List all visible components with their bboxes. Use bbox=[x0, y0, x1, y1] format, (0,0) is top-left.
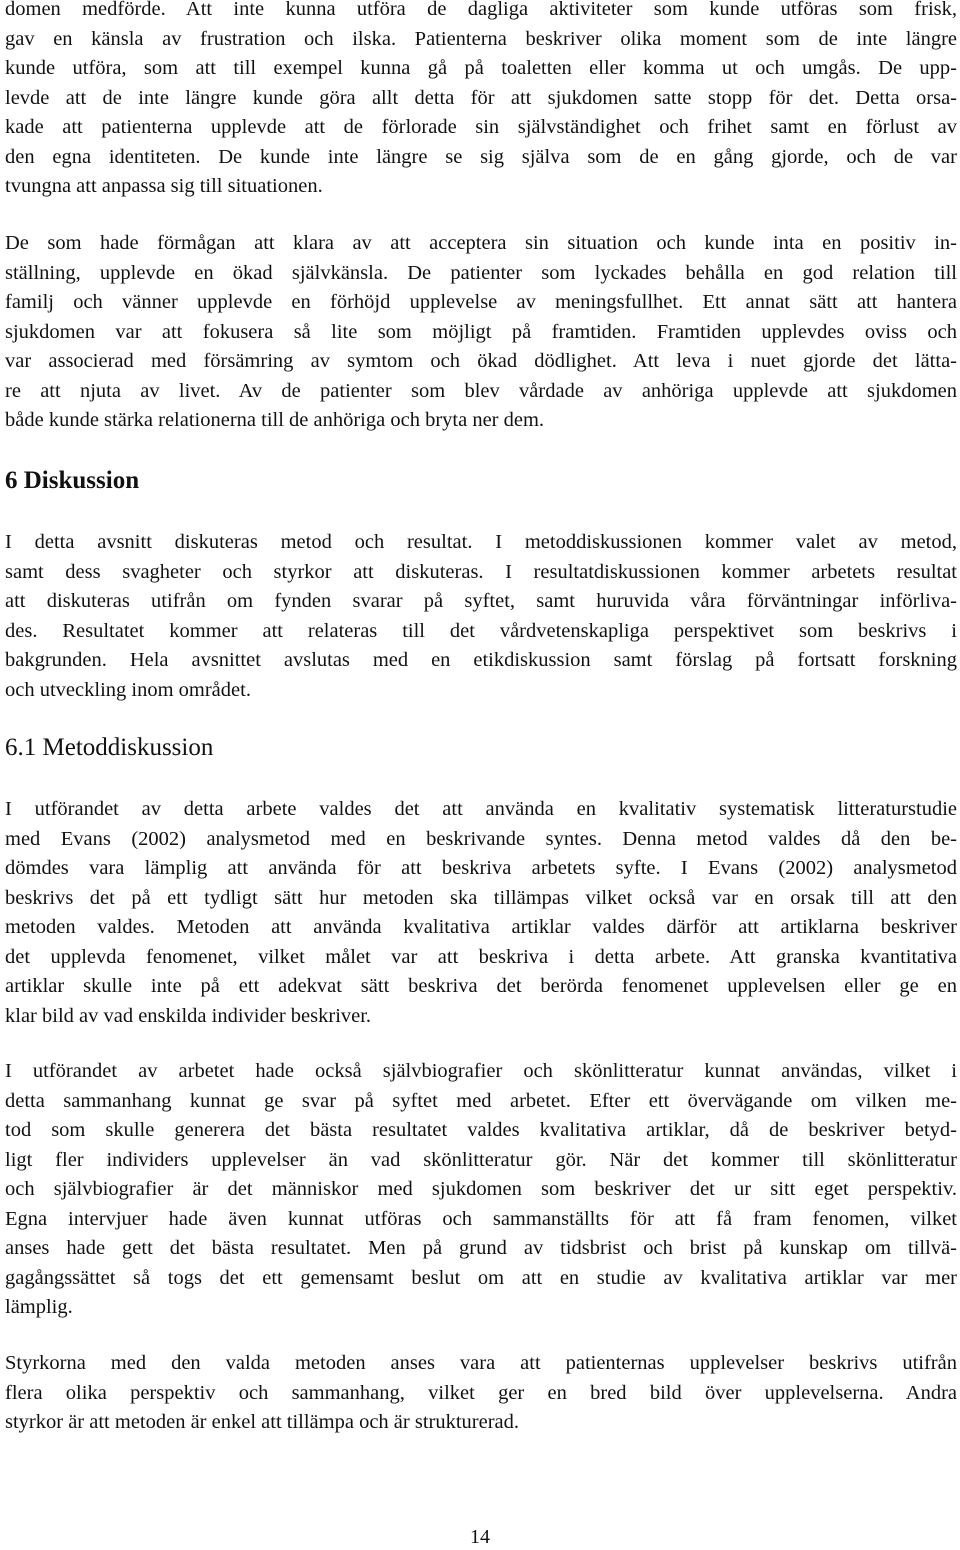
text-line: ställning, upplevde en ökad självkänsla. De patienter som lyckades behålla en god relation till bbox=[5, 261, 957, 284]
text-line: styrkor är att metoden är enkel att tillämpa och är strukturerad. bbox=[5, 1411, 520, 1433]
text-line: ligt fler individers upplevelser än vad skönlitteratur gör. När det kommer till skönlitteratur bbox=[5, 1148, 957, 1171]
text-line: levde att de inte längre kunde göra allt detta för att sjukdomen satte stopp för det. Detta orsa- bbox=[5, 86, 957, 109]
text-line: det upplevda fenomenet, vilket målet var att beskriva i detta arbete. Att granska kvantitativa bbox=[5, 945, 957, 968]
text-line: domen medförde. Att inte kunna utföra de dagliga aktiviteter som kunde utföras som frisk, bbox=[5, 0, 957, 20]
text-line: kade att patienterna upplevde att de förlorade sin självständighet och frihet samt en förlust av bbox=[5, 116, 957, 138]
text-line: re att njuta av livet. Av de patienter som blev vårdade av anhöriga upplevde att sjukdomen bbox=[5, 379, 957, 402]
text-line: detta sammanhang kunnat ge svar på syftet med arbetet. Efter ett övervägande om vilken me- bbox=[5, 1089, 957, 1112]
method-paragraph-1 bbox=[5, 795, 957, 1031]
text-line: Styrkorna med den valda metoden anses vara att patienternas upplevelser beskrivs utifrån bbox=[5, 1352, 957, 1374]
method-paragraph-2 bbox=[5, 1057, 957, 1323]
text-line: tvungna att anpassa sig till situationen. bbox=[5, 175, 323, 197]
text-line: I utförandet av arbetet hade också självbiografier och skönlitteratur kunnat användas, vilket i bbox=[5, 1060, 957, 1082]
text-line: klar bild av vad enskilda individer beskriver. bbox=[5, 1004, 372, 1027]
discussion-intro-paragraph bbox=[5, 528, 957, 705]
text-line: I detta avsnitt diskuteras metod och resultat. I metoddiskussionen kommer valet av metod, bbox=[5, 531, 957, 553]
text-line: både kunde stärka relationerna till de anhöriga och bryta ner dem. bbox=[5, 409, 545, 431]
text-line: gav en känsla av frustration och ilska. Patienterna beskriver olika moment som de inte längre bbox=[5, 27, 957, 50]
subsection-heading: 6.1 Metoddiskussion bbox=[5, 734, 214, 761]
text-line: och självbiografier är det människor med sjukdomen som beskriver det ur sitt eget perspektiv. bbox=[5, 1178, 957, 1200]
text-line: kunde utföra, som att till exempel kunna gå på toaletten eller komma ut och umgås. De upp- bbox=[5, 57, 957, 79]
text-line: var associerad med försämring av symtom och ökad dödlighet. Att leva i nuet gjorde det lätta- bbox=[5, 350, 957, 372]
results-paragraph-1 bbox=[5, 0, 957, 202]
text-line: och utveckling inom området. bbox=[5, 678, 251, 701]
results-paragraph-2 bbox=[5, 229, 957, 436]
text-line: gagångssättet så togs det ett gemensamt beslut om att en studie av kvalitativa artiklar var mer bbox=[5, 1266, 957, 1289]
text-line: Egna intervjuer hade även kunnat utföras och sammanställts för att få fram fenomen, vilket bbox=[5, 1207, 957, 1230]
text-line: artiklar skulle inte på ett adekvat sätt beskriva det berörda fenomenet upplevelsen eller ge en bbox=[5, 975, 957, 997]
page-number: 14 bbox=[470, 1526, 490, 1548]
text-line: med Evans (2002) analysmetod med en beskrivande syntes. Denna metod valdes då den be- bbox=[5, 827, 957, 850]
text-line: De som hade förmågan att klara av att acceptera sin situation och kunde inta en positiv in- bbox=[5, 232, 957, 254]
text-line: familj och vänner upplevde en förhöjd upplevelse av meningsfullhet. Ett annat sätt att hantera bbox=[5, 291, 957, 313]
text-line: des. Resultatet kommer att relateras till det vårdvetenskapliga perspektivet som beskrivs i bbox=[5, 619, 957, 642]
text-line: dömdes vara lämplig att använda för att beskriva arbetets syfte. I Evans (2002) analysmetod bbox=[5, 857, 957, 879]
text-line: anses hade gett det bästa resultatet. Men på grund av tidsbrist och brist på kunskap om tillvä- bbox=[5, 1237, 957, 1259]
text-line: flera olika perspektiv och sammanhang, vilket ger en bred bild över upplevelserna. Andra bbox=[5, 1381, 957, 1404]
text-line: bakgrunden. Hela avsnittet avslutas med en etikdiskussion samt förslag på fortsatt forskning bbox=[5, 649, 957, 671]
method-paragraph-3 bbox=[5, 1349, 957, 1438]
text-line: beskrivs det på ett tydligt sätt hur metoden ska tillämpas vilket också var en orsak till att den bbox=[5, 886, 957, 909]
text-line: metoden valdes. Metoden att använda kvalitativa artiklar valdes därför att artiklarna beskriver bbox=[5, 916, 957, 938]
text-line: tod som skulle generera det bästa resultatet valdes kvalitativa artiklar, då de beskriver betyd- bbox=[5, 1119, 957, 1141]
text-line: lämplig. bbox=[5, 1296, 73, 1318]
text-line: att diskuteras utifrån om fynden svarar på syftet, samt huruvida våra förväntningar införliva- bbox=[5, 590, 957, 612]
section-heading: 6 Diskussion bbox=[5, 467, 140, 494]
text-line: sjukdomen var att fokusera så lite som möjligt på framtiden. Framtiden upplevdes oviss och bbox=[5, 320, 957, 343]
text-line: I utförandet av detta arbete valdes det att använda en kvalitativ systematisk litteraturstudie bbox=[5, 798, 957, 820]
text-line: den egna identiteten. De kunde inte längre se sig själva som de en gång gjorde, och de var bbox=[5, 145, 957, 168]
text-line: samt dess svagheter och styrkor att diskuteras. I resultatdiskussionen kommer arbetets resultat bbox=[5, 560, 957, 583]
